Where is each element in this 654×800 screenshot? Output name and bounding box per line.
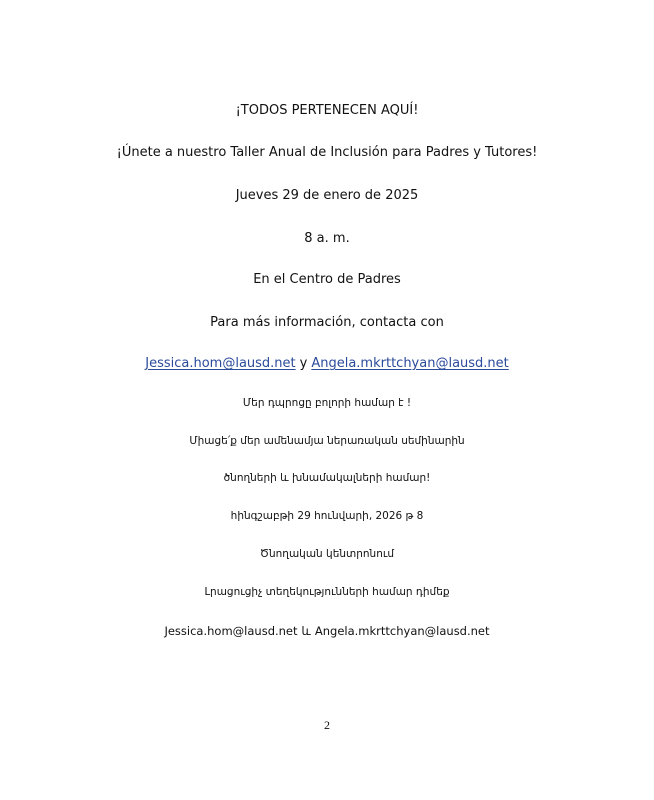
spanish-invitation: ¡Únete a nuestro Taller Anual de Inclusión para Padres y Tutores! xyxy=(116,145,538,160)
armenian-date-time: հինգշաբթի 29 հունվարի, 2026 թ 8 xyxy=(230,510,424,522)
armenian-contact-intro: Լրացուցիչ տեղեկությունների համար դիմեք xyxy=(204,586,450,598)
page-number: 2 xyxy=(324,718,330,732)
spanish-time: 8 a. m. xyxy=(304,231,350,246)
spanish-date: Jueves 29 de enero de 2025 xyxy=(235,188,419,203)
spanish-contact-emails xyxy=(0,357,654,370)
email-link-jessica[interactable]: Jessica.hom@lausd.net xyxy=(145,356,296,371)
email-link-angela[interactable]: Angela.mkrttchyan@lausd.net xyxy=(311,356,509,371)
spanish-contact-intro: Para más información, contacta con xyxy=(210,315,444,330)
armenian-heading: Մեր դպրոցը բոլորի համար է ! xyxy=(242,397,412,409)
armenian-email-angela: Angela.mkrttchyan@lausd.net xyxy=(314,624,490,638)
armenian-invitation-line-2: ծնողների և խնամակալների համար! xyxy=(223,472,431,484)
spanish-heading: ¡TODOS PERTENECEN AQUÍ! xyxy=(235,103,419,118)
spanish-conjunction: y xyxy=(299,356,308,371)
armenian-invitation-line-1: Միացե՛ք մեր ամենամյա ներառական սեմինարին xyxy=(189,435,465,447)
spanish-location: En el Centro de Padres xyxy=(253,272,401,287)
armenian-location: Ծնողական կենտրոնում xyxy=(259,548,395,560)
armenian-email-jessica: Jessica.hom@lausd.net xyxy=(164,624,298,638)
armenian-contact-emails xyxy=(0,626,654,638)
armenian-conjunction: և xyxy=(301,624,311,638)
